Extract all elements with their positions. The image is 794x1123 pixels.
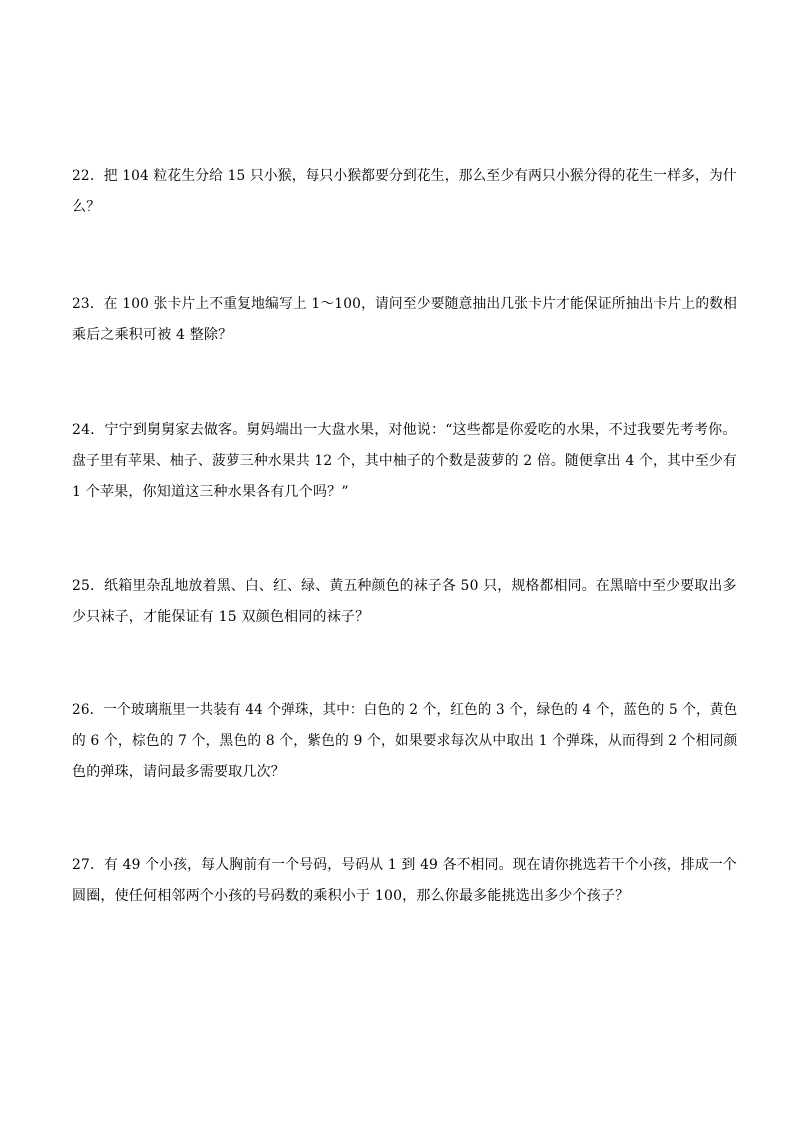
question-22 [72, 161, 737, 223]
question-text-line: 盘子里有苹果、柚子、菠萝三种水果共 12 个，其中柚子的个数是菠萝的 2 倍。随便拿出 4 个，其中至少有 [72, 453, 737, 469]
question-text-line: 的 6 个，棕色的 7 个，黑色的 8 个，紫色的 9 个，如果要求每次从中取出 1 个弹珠，从而得到 2 个相同颜 [72, 733, 738, 749]
question-text-line: 1 个苹果，你知道这三种水果各有几个吗？” [72, 484, 349, 500]
question-text-line: 26．一个玻璃瓶里一共装有 44 个弹珠，其中：白色的 2 个，红色的 3 个，绿色的 4 个，蓝色的 5 个，黄色 [72, 702, 738, 718]
question-text-line: 么？ [72, 199, 101, 215]
question-text-line: 乘后之乘积可被 4 整除？ [72, 327, 233, 343]
question-24 [72, 415, 737, 508]
question-23 [72, 289, 738, 351]
question-25 [72, 571, 737, 633]
question-text-line: 23．在 100 张卡片上不重复地编写上 1～100，请问至少要随意抽出几张卡片才能保证所抽出卡片上的数相 [72, 296, 738, 312]
question-text-line: 少只袜子，才能保证有 15 双颜色相同的袜子？ [72, 609, 370, 625]
question-27 [72, 850, 737, 912]
question-text-line: 25．纸箱里杂乱地放着黑、白、红、绿、黄五种颜色的袜子各 50 只，规格都相同。在黑暗中至少要取出多 [72, 578, 737, 594]
question-text-line: 24．宁宁到舅舅家去做客。舅妈端出一大盘水果，对他说：“这些都是你爱吃的水果，不过我要先考考你。 [72, 422, 737, 438]
question-text-line: 27．有 49 个小孩，每人胸前有一个号码，号码从 1 到 49 各不相同。现在请你挑选若干个小孩，排成一个 [72, 857, 737, 873]
question-26 [72, 695, 738, 788]
question-text-line: 22．把 104 粒花生分给 15 只小猴，每只小猴都要分到花生，那么至少有两只小猴分得的花生一样多，为什 [72, 168, 737, 184]
question-text-line: 圆圈，使任何相邻两个小孩的号码数的乘积小于 100，那么你最多能挑选出多少个孩子？ [72, 888, 630, 904]
question-text-line: 色的弹珠，请问最多需要取几次？ [72, 764, 285, 780]
